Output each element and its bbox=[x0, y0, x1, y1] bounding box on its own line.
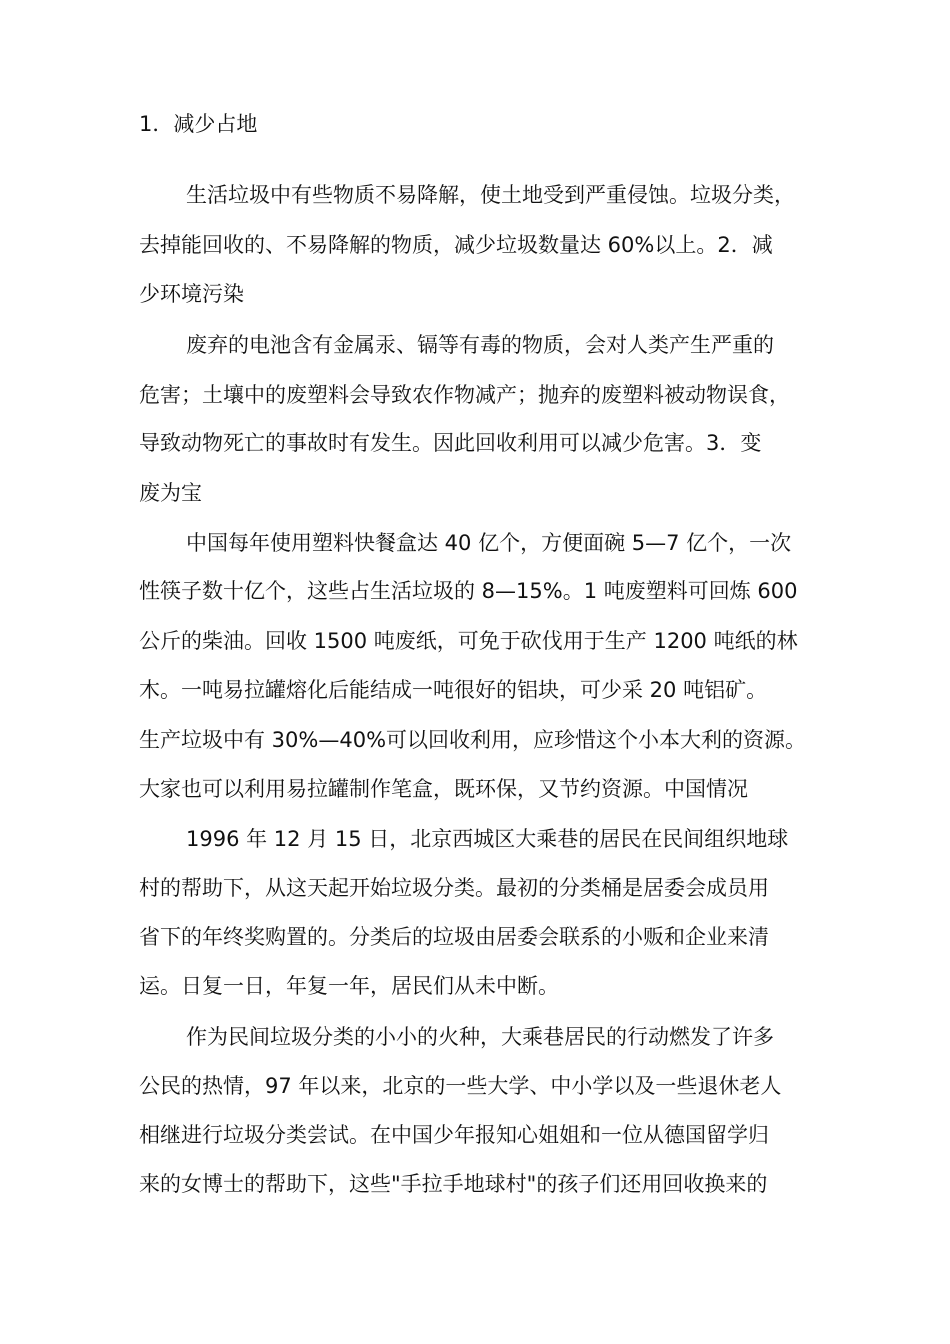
paragraph-line: 作为民间垃圾分类的小小的火种，大乘巷居民的行动燃发了许多 bbox=[186, 1025, 774, 1049]
paragraph-line: 生产垃圾中有 30%—40%可以回收利用，应珍惜这个小本大利的资源。 bbox=[139, 728, 807, 752]
paragraph-line: 1996 年 12 月 15 日，北京西城区大乘巷的居民在民间组织地球 bbox=[186, 827, 789, 851]
paragraph-line: 来的女博士的帮助下，这些"手拉手地球村"的孩子们还用回收换来的 bbox=[139, 1172, 768, 1196]
paragraph-line: 相继进行垃圾分类尝试。在中国少年报知心姐姐和一位从德国留学归 bbox=[139, 1123, 769, 1147]
paragraph-line: 去掉能回收的、不易降解的物质，减少垃圾数量达 60%以上。2．减 bbox=[139, 233, 773, 257]
paragraph-line: 废为宝 bbox=[139, 481, 202, 505]
paragraph-line: 废弃的电池含有金属汞、镉等有毒的物质，会对人类产生严重的 bbox=[186, 333, 774, 357]
paragraph-line: 木。一吨易拉罐熔化后能结成一吨很好的铝块，可少采 20 吨铝矿。 bbox=[139, 678, 768, 702]
paragraph-line: 生活垃圾中有些物质不易降解，使土地受到严重侵蚀。垃圾分类， bbox=[186, 183, 795, 207]
paragraph-line: 省下的年终奖购置的。分类后的垃圾由居委会联系的小贩和企业来清 bbox=[139, 925, 769, 949]
heading-reduce-land-use: 1．减少占地 bbox=[139, 112, 258, 136]
paragraph-line: 公斤的柴油。回收 1500 吨废纸，可免于砍伐用于生产 1200 吨纸的林 bbox=[139, 629, 798, 653]
paragraph-line: 性筷子数十亿个，这些占生活垃圾的 8—15%。1 吨废塑料可回炼 600 bbox=[139, 579, 798, 603]
paragraph-line: 公民的热情，97 年以来，北京的一些大学、中小学以及一些退休老人 bbox=[139, 1074, 782, 1098]
paragraph-line: 危害；土壤中的废塑料会导致农作物减产；抛弃的废塑料被动物误食， bbox=[139, 383, 790, 407]
paragraph-line: 运。日复一日，年复一年，居民们从未中断。 bbox=[139, 974, 559, 998]
paragraph-line: 导致动物死亡的事故时有发生。因此回收利用可以减少危害。3．变 bbox=[139, 431, 762, 455]
paragraph-line: 中国每年使用塑料快餐盒达 40 亿个，方便面碗 5—7 亿个，一次 bbox=[186, 531, 792, 555]
paragraph-line: 大家也可以利用易拉罐制作笔盒，既环保，又节约资源。中国情况 bbox=[139, 777, 748, 801]
paragraph-line: 村的帮助下，从这天起开始垃圾分类。最初的分类桶是居委会成员用 bbox=[139, 876, 769, 900]
paragraph-line: 少环境污染 bbox=[139, 282, 244, 306]
